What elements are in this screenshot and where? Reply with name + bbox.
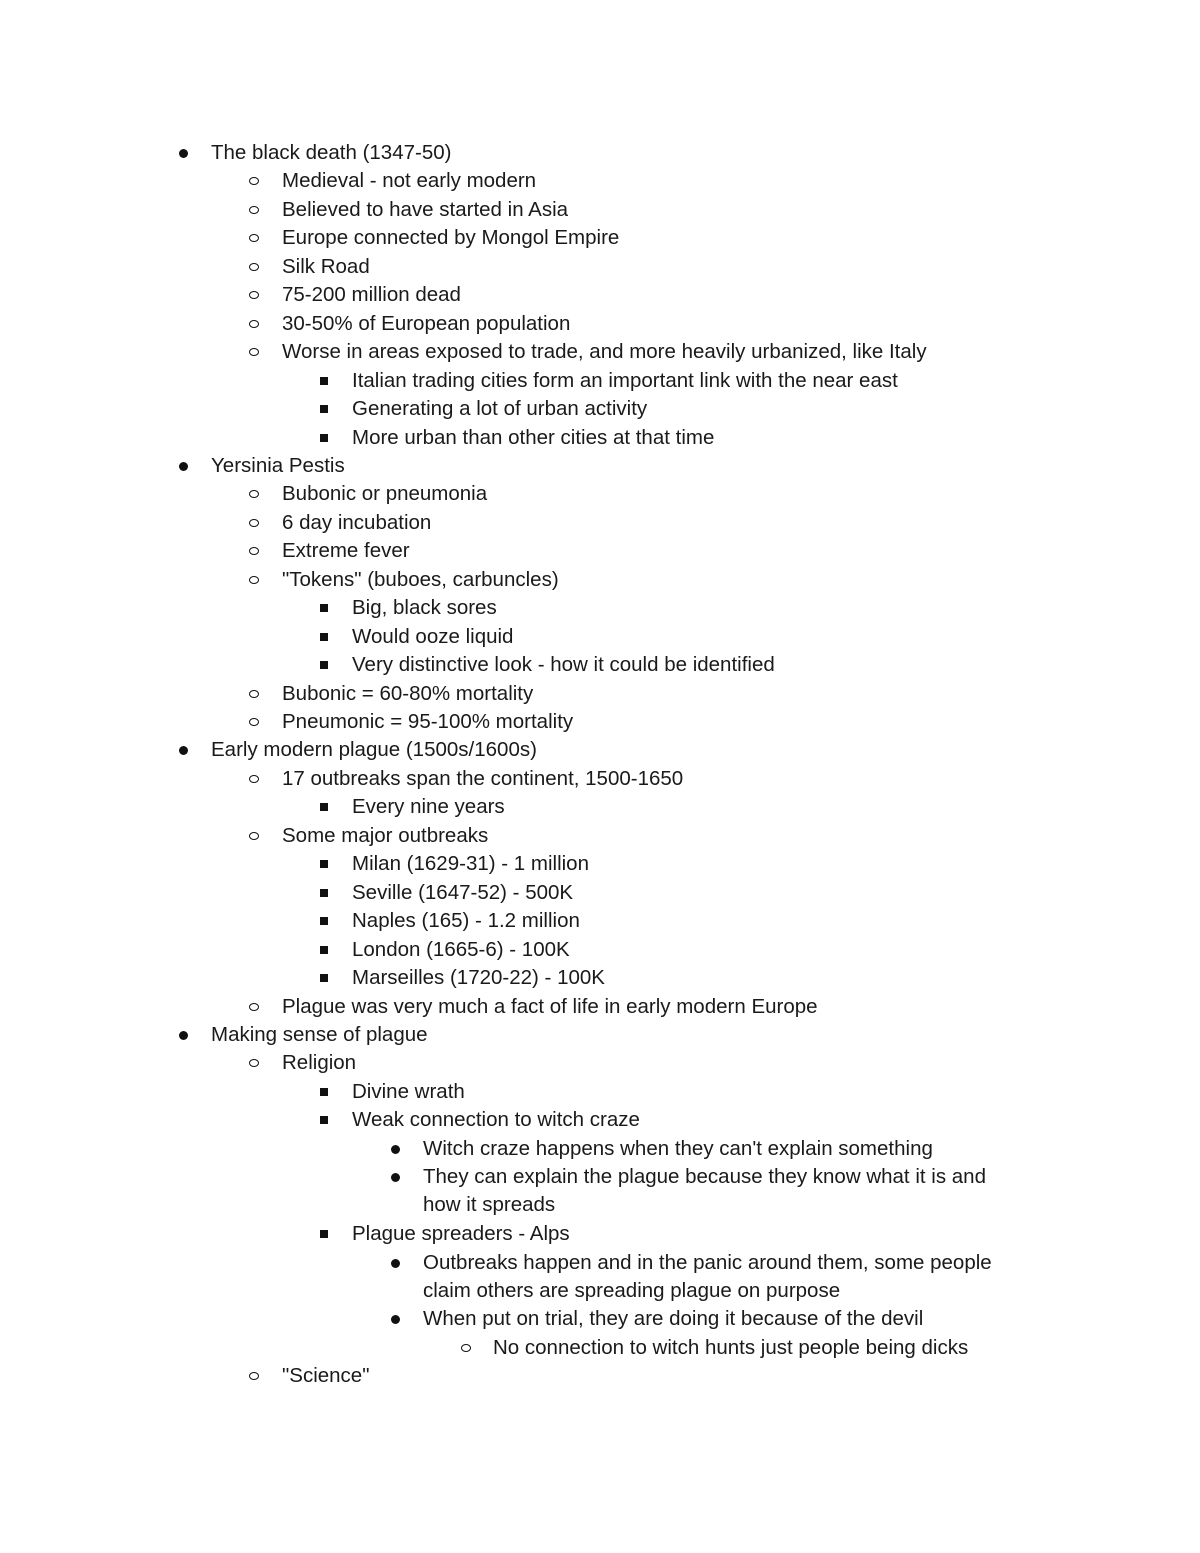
square-bullet-icon [320, 889, 328, 897]
disc-bullet-icon [179, 746, 188, 755]
square-bullet-icon [320, 1088, 328, 1096]
note-item-level-4: Outbreaks happen and in the panic around them, some people claim others are spreading plague on purpose [423, 1250, 992, 1302]
circle-bullet-icon [249, 263, 259, 271]
circle-bullet-icon [249, 519, 259, 527]
disc-bullet-icon [391, 1173, 400, 1182]
circle-bullet-icon [249, 547, 259, 555]
square-bullet-icon [320, 974, 328, 982]
note-item-level-2: Pneumonic = 95-100% mortality [282, 710, 574, 733]
circle-bullet-icon [249, 832, 259, 840]
note-item-level-3: Milan (1629-31) - 1 million [352, 852, 589, 876]
disc-bullet-icon [391, 1315, 400, 1324]
disc-bullet-icon [179, 462, 188, 471]
note-item-level-3: Marseilles (1720-22) - 100K [352, 966, 605, 990]
note-item-level-3: More urban than other cities at that time [352, 425, 715, 449]
circle-bullet-icon [249, 1003, 259, 1011]
note-item-level-2: Believed to have started in Asia [282, 197, 569, 221]
note-item-level-2: Bubonic or pneumonia [282, 482, 488, 506]
disc-bullet-icon [179, 149, 188, 158]
note-item-level-3: Weak connection to witch craze [352, 1108, 640, 1132]
note-item-level-1: Yersinia Pestis [211, 453, 345, 477]
note-item-level-3: Divine wrath [352, 1079, 465, 1103]
circle-bullet-icon [461, 1344, 471, 1352]
square-bullet-icon [320, 434, 328, 442]
note-item-level-3: Plague spreaders - Alps [352, 1222, 570, 1246]
note-item-level-2: 6 day incubation [282, 510, 432, 534]
circle-bullet-icon [249, 320, 259, 328]
note-item-level-2: "Science" [282, 1364, 370, 1388]
note-item-level-3: Would ooze liquid [352, 624, 514, 648]
square-bullet-icon [320, 946, 328, 954]
note-item-level-1: Early modern plague (1500s/1600s) [211, 738, 537, 762]
note-item-level-1: Making sense of plague [211, 1022, 428, 1046]
note-item-level-3: London (1665-6) - 100K [352, 937, 570, 961]
note-item-level-3: Very distinctive look - how it could be identified [352, 653, 775, 677]
note-item-level-2: "Tokens" (buboes, carbuncles) [282, 567, 559, 591]
circle-bullet-icon [249, 490, 259, 498]
square-bullet-icon [320, 377, 328, 385]
note-item-level-2: Medieval - not early modern [282, 169, 537, 193]
disc-bullet-icon [179, 1031, 188, 1040]
note-item-level-2: 30-50% of European population [282, 311, 571, 335]
circle-bullet-icon [249, 1059, 259, 1067]
note-item-level-4: Witch craze happens when they can't explain something [423, 1136, 933, 1160]
circle-bullet-icon [249, 234, 259, 242]
note-item-level-2: 17 outbreaks span the continent, 1500-1650 [282, 766, 684, 790]
circle-bullet-icon [249, 206, 259, 214]
note-item-level-3: Generating a lot of urban activity [352, 397, 648, 421]
circle-bullet-icon [249, 291, 259, 299]
note-item-level-3: Naples (165) - 1.2 million [352, 909, 580, 933]
note-item-level-3: Seville (1647-52) - 500K [352, 880, 574, 904]
note-item-level-2: Religion [282, 1051, 357, 1075]
note-item-level-4: They can explain the plague because they know what it is and how it spreads [423, 1165, 986, 1217]
square-bullet-icon [320, 1116, 328, 1124]
note-item-level-2: Some major outbreaks [282, 823, 489, 847]
square-bullet-icon [320, 860, 328, 868]
note-item-level-2: 75-200 million dead [282, 283, 461, 307]
note-item-level-2: Plague was very much a fact of life in early modern Europe [282, 994, 818, 1018]
note-item-level-2: Extreme fever [282, 539, 410, 563]
square-bullet-icon [320, 803, 328, 811]
square-bullet-icon [320, 405, 328, 413]
note-item-level-3: Big, black sores [352, 596, 497, 620]
note-item-level-5: No connection to witch hunts just people being dicks [493, 1335, 969, 1359]
circle-bullet-icon [249, 177, 259, 185]
note-item-level-4: When put on trial, they are doing it because of the devil [423, 1307, 924, 1331]
note-item-level-3: Every nine years [352, 795, 505, 819]
note-item-level-2: Silk Road [282, 254, 370, 278]
disc-bullet-icon [391, 1145, 400, 1154]
circle-bullet-icon [249, 576, 259, 584]
square-bullet-icon [320, 1230, 328, 1238]
square-bullet-icon [320, 917, 328, 925]
square-bullet-icon [320, 604, 328, 612]
note-item-level-2: Europe connected by Mongol Empire [282, 226, 620, 250]
disc-bullet-icon [391, 1259, 400, 1268]
circle-bullet-icon [249, 690, 259, 698]
circle-bullet-icon [249, 348, 259, 356]
note-item-level-2: Worse in areas exposed to trade, and more heavily urbanized, like Italy [282, 340, 927, 364]
circle-bullet-icon [249, 1372, 259, 1380]
circle-bullet-icon [249, 775, 259, 783]
circle-bullet-icon [249, 718, 259, 726]
note-item-level-3: Italian trading cities form an important link with the near east [352, 368, 898, 392]
note-item-level-2: Bubonic = 60-80% mortality [282, 681, 534, 705]
square-bullet-icon [320, 661, 328, 669]
square-bullet-icon [320, 633, 328, 641]
note-item-level-1: The black death (1347-50) [211, 141, 452, 164]
